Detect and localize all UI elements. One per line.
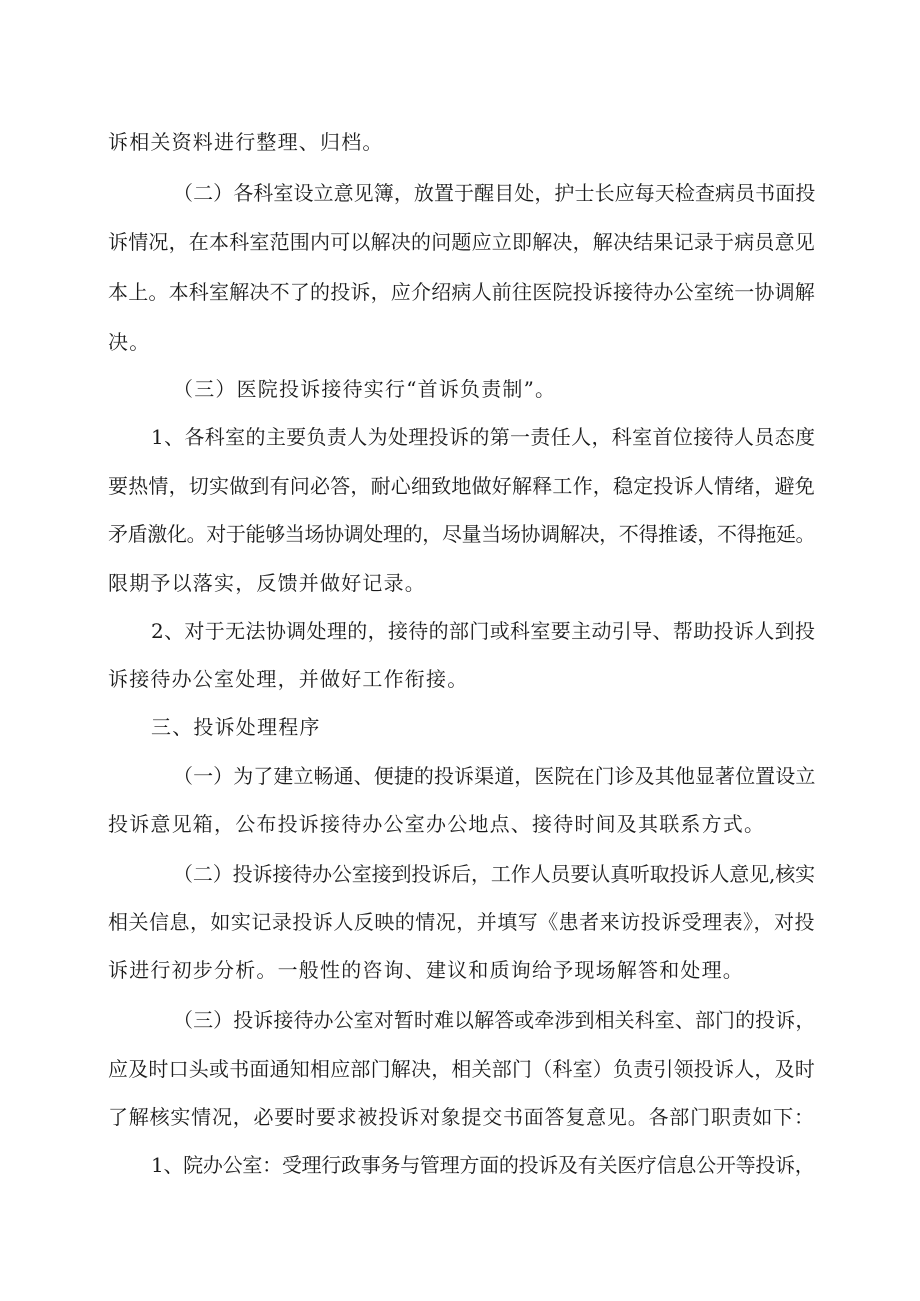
- text-line: 1、各科室的主要负责人为处理投诉的第一责任人，科室首位接待人员态度: [151, 425, 816, 449]
- text-line: 投诉意见箱，公布投诉接待办公室办公地点、接待时间及其联系方式。: [108, 812, 766, 836]
- text-line: 应及时口头或书面通知相应部门解决，相关部门（科室）负责引领投诉人，及时: [108, 1057, 815, 1081]
- text-line: 限期予以落实，反馈并做好记录。: [108, 571, 426, 595]
- text-line: （二）投诉接待办公室接到投诉后，工作人员要认真听取投诉人意见,核实: [173, 862, 815, 886]
- text-line: 诉进行初步分析。一般性的咨询、建议和质询给予现场解答和处理。: [108, 958, 744, 982]
- text-line: 诉情况，在本科室范围内可以解决的问题应立即解决，解决结果记录于病员意见: [108, 230, 815, 254]
- text-line: 本上。本科室解决不了的投诉，应介绍病人前往医院投诉接待办公室统一协调解: [108, 280, 815, 304]
- text-line: 决。: [108, 330, 151, 354]
- text-line: 诉相关资料进行整理、归档。: [108, 130, 384, 154]
- text-line: 了解核实情况，必要时要求被投诉对象提交书面答复意见。各部门职责如下：: [108, 1105, 815, 1129]
- text-line: 相关信息，如实记录投诉人反映的情况，并填写《患者来访投诉受理表》，对投: [108, 910, 815, 934]
- text-line: 要热情，切实做到有问必答，耐心细致地做好解释工作，稳定投诉人情绪，避免: [108, 474, 815, 498]
- text-line: （三）投诉接待办公室对暂时难以解答或牵涉到相关科室、部门的投诉，: [173, 1008, 816, 1032]
- text-line: 诉接待办公室处理，并做好工作衔接。: [108, 667, 469, 691]
- text-line: 1、院办公室：受理行政事务与管理方面的投诉及有关医疗信息公开等投诉，: [151, 1153, 815, 1177]
- text-line: 矛盾激化。对于能够当场协调处理的，尽量当场协调解决，不得推诿，不得拖延。: [108, 522, 816, 546]
- text-line: （一）为了建立畅通、便捷的投诉渠道，医院在门诊及其他显著位置设立: [173, 764, 816, 788]
- text-line: 2、对于无法协调处理的，接待的部门或科室要主动引导、帮助投诉人到投: [151, 619, 816, 643]
- text-line: （二）各科室设立意见簿，放置于醒目处，护士长应每天检查病员书面投: [173, 181, 816, 205]
- section-heading: 三、投诉处理程序: [151, 715, 321, 739]
- text-line: （三）医院投诉接待实行“首诉负责制”。: [173, 377, 557, 401]
